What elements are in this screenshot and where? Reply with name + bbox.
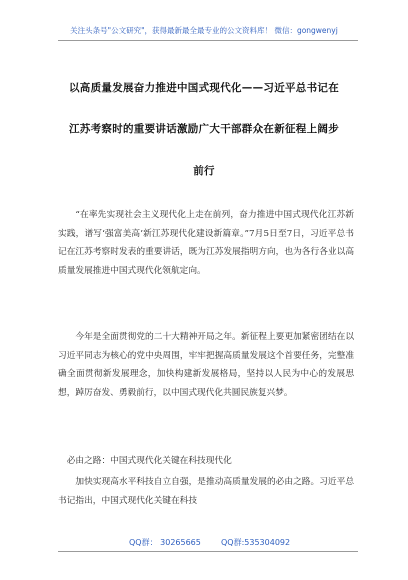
title-line-2: 江苏考察时的重要讲话激励广大干部群众在新征程上阔步 [69,123,339,135]
header-divider [58,40,358,41]
footer-qq-group-2: QQ群:535304092 [221,538,291,547]
body-paragraph-2: 今年是全面贯彻党的二十大精神开局之年。新征程上要更加紧密团结在以习近平同志为核心的党中央周围，牢牢把握高质量发展这个首要任务，完整准确全面贯彻新发展理念，加快构建新发展格局，坚持以人民为中心的发展思想，踔厉奋发、勇毅前行，以中国式现代化共圆民族复兴梦。 [58,332,354,398]
body-paragraph-3: 加快实现高水平科技自立自强，是推动高质量发展的必由之路。习近平总书记指出，中国式现代化关键在科技 [58,477,354,506]
footer-qq-group-1: QQ群： 30265665 [129,538,201,547]
body-paragraph-1: “在率先实现社会主义现代化上走在前列，奋力推进中国式现代化江苏新实践，谱写‘强富美高’新江苏现代化建设新篇章。”7月5日至7日，习近平总书记在江苏考察时发表的重要讲话，既为江苏发展指明方向，也为各行各业以高质量发展推进中国式现代化领航定向。 [58,210,354,276]
section-heading: 必由之路：中国式现代化关键在科技现代化 [66,456,232,466]
header-note: 关注头条号"公文研究"，获得最新最全最专业的公文资料库！ 微信：gongwenyj [70,26,338,35]
title-line-3: 前行 [193,165,215,177]
title-line-1: 以高质量发展奋力推进中国式现代化——习近平总书记在 [69,82,339,94]
footer-divider [58,551,358,552]
